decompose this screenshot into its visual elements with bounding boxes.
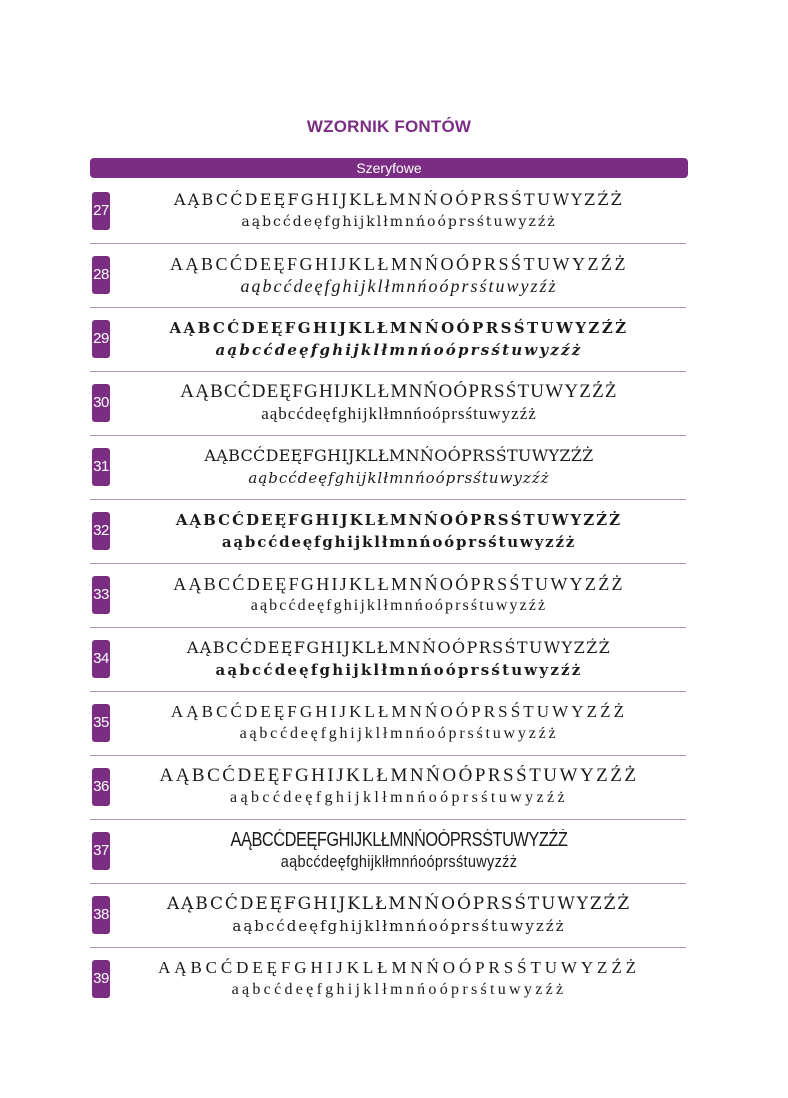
- font-sample-row: [90, 692, 686, 756]
- font-sample-row: [90, 756, 686, 820]
- uppercase-sample: AĄBCĆDEĘFGHIJKLŁMNŃOÓPRSŚTUWYZŹŻ: [230, 829, 568, 851]
- uppercase-sample: AĄBCĆDEĘFGHIJKLŁMNŃOÓPRSŚTUWYZŹŻ: [169, 254, 628, 274]
- font-sample-row: [90, 820, 686, 884]
- font-sample-row: [90, 244, 686, 308]
- font-number-badge: 37: [92, 832, 110, 870]
- section-header-serif: Szeryfowe: [90, 158, 688, 178]
- font-number-badge: 31: [92, 448, 110, 486]
- font-sample-row: [90, 308, 686, 372]
- lowercase-sample: aąbcćdeęfghijklłmnńoóprsśtuwyzźż: [232, 917, 566, 935]
- font-sample-list: [90, 180, 686, 1011]
- uppercase-sample: AĄBCĆDEĘFGHIJKLŁMNŃOÓPRSŚTUWYZŹŻ: [169, 319, 629, 337]
- uppercase-sample: AĄBCĆDEĘFGHIJKLŁMNŃOÓPRSŚTUWYZŹŻ: [159, 765, 639, 786]
- font-sample-row: [90, 180, 686, 244]
- lowercase-sample: aąbcćdeęfghijklłmnńoóprsśtuwyzźż: [239, 725, 559, 742]
- lowercase-sample: aąbcćdeęfghijklłmnńoóprsśtuwyzźż: [240, 276, 558, 296]
- font-number-badge: 28: [92, 256, 110, 294]
- font-number-badge: 29: [92, 320, 110, 358]
- lowercase-sample: aąbcćdeęfghijklłmnńoóprsśtuwyzźż: [250, 597, 548, 614]
- font-number-badge: 30: [92, 384, 110, 422]
- lowercase-sample: aąbcćdeęfghijklłmnńoóprsśtuwyzźż: [215, 341, 583, 359]
- font-number-badge: 38: [92, 896, 110, 934]
- font-sample-row: [90, 628, 686, 692]
- font-number-badge: 35: [92, 704, 110, 742]
- font-number-badge: 36: [92, 768, 110, 806]
- font-number-badge: 39: [92, 960, 110, 998]
- uppercase-sample: AĄBCĆDEĘFGHIJKLŁMNŃOÓPRSŚTUWYZŹŻ: [173, 574, 625, 594]
- lowercase-sample: aąbcćdeęfghijklłmnńoóprsśtuwyzźż: [231, 981, 567, 998]
- page-title: WZORNIK FONTÓW: [306, 117, 472, 136]
- font-number-badge: 32: [92, 512, 110, 550]
- font-number-badge: 27: [92, 192, 110, 230]
- font-number-badge: 34: [92, 640, 110, 678]
- lowercase-sample: aąbcćdeęfghijklłmnńoóprsśtuwyzźż: [241, 214, 557, 230]
- font-sample-row: [90, 372, 686, 436]
- uppercase-sample: AĄBCĆDEĘFGHIJKLŁMNŃOÓPRSŚTUWYZŹŻ: [166, 894, 632, 914]
- lowercase-sample: aąbcćdeęfghijklłmnńoóprsśtuwyzźż: [248, 469, 550, 487]
- lowercase-sample: aąbcćdeęfghijklłmnńoóprsśtuwyzźż: [221, 533, 577, 551]
- uppercase-sample: AĄBCĆDEĘFGHIJKLŁMNŃOÓPRSŚTUWYZŹŻ: [175, 511, 623, 529]
- uppercase-sample: AĄBCĆDEĘFGHIJKLŁMNŃOÓPRSŚTUWYZŹŻ: [204, 446, 594, 465]
- uppercase-sample: AĄBCĆDEĘFGHIJKLŁMNŃOÓPRSŚTUWYZŹŻ: [170, 702, 628, 721]
- font-number-badge: 33: [92, 576, 110, 614]
- uppercase-sample: AĄBCĆDEĘFGHIJKLŁMNŃOÓPRSŚTUWYZŹŻ: [186, 638, 612, 657]
- lowercase-sample: aąbcćdeęfghijklłmnńoóprsśtuwyzźż: [261, 404, 537, 423]
- font-sample-row: [90, 500, 686, 564]
- uppercase-sample: AĄBCĆDEĘFGHIJKLŁMNŃOÓPRSŚTUWYZŹŻ: [180, 381, 618, 402]
- font-sample-row: [90, 564, 686, 628]
- uppercase-sample: AĄBCĆDEĘFGHIJKLŁMNŃOÓPRSŚTUWYZŹŻ: [158, 958, 640, 977]
- font-sample-row: [90, 436, 686, 500]
- lowercase-sample: aąbcćdeęfghijklłmnńoóprsśtuwyzźż: [229, 789, 569, 806]
- font-sample-row: [90, 948, 686, 1011]
- font-sample-row: [90, 884, 686, 948]
- uppercase-sample: AĄBCĆDEĘFGHIJKLŁMNŃOÓPRSŚTUWYZŹŻ: [174, 190, 624, 209]
- lowercase-sample: aąbcćdeęfghijklłmnńoóprsśtuwyzźż: [215, 661, 583, 679]
- lowercase-sample: aąbcćdeęfghijklłmnńoóprsśtuwyzźż: [280, 852, 518, 871]
